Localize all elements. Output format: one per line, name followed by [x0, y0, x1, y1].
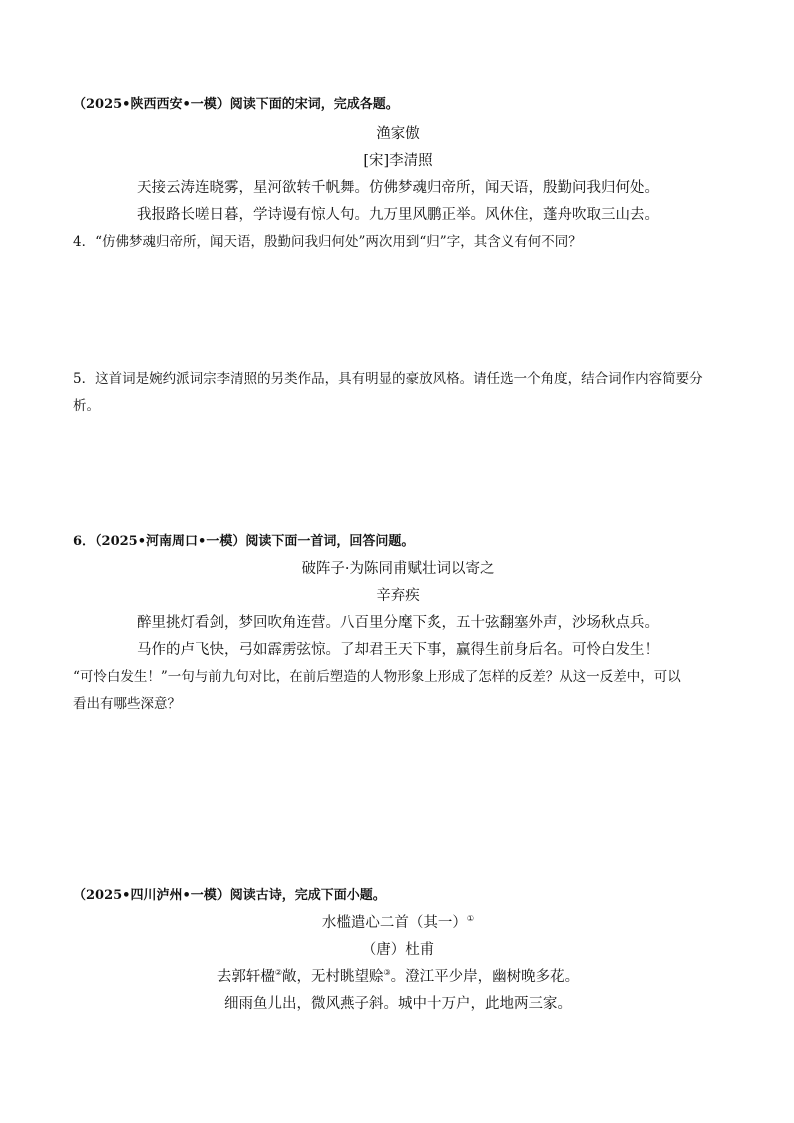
section-heading: （2025•陕西西安•一模）阅读下面的宋词，完成各题。: [73, 97, 399, 112]
question-6-continued: 看出有哪些深意？: [73, 696, 181, 712]
question-4: 4．“仿佛梦魂归帝所，闻天语，殷勤问我归何处”两次用到“归”字，其含义有何不同？: [73, 234, 582, 250]
poem-title: 破阵子·为陈同甫赋壮词以寄之: [301, 561, 495, 577]
poem-line: 细雨鱼儿出，微风燕子斜。城中十万户，此地两三家。: [224, 996, 572, 1012]
footnote-marker: ②: [274, 968, 282, 978]
poem-title-text: 水槛遣心二首（其一）: [321, 915, 467, 931]
poem-text: 。澄江平少岸，幽树晚多花。: [390, 969, 580, 985]
footnote-marker: ③: [383, 968, 391, 978]
poem-title: [73, 913, 723, 933]
poem-line: [73, 967, 723, 987]
poem-author: [宋]李清照: [363, 153, 433, 169]
poem-title: 渔家傲: [376, 126, 420, 142]
poem-line: 天接云涛连晓雾，星河欲转千帆舞。仿佛梦魂归帝所，闻天语，殷勤问我归何处。: [137, 180, 659, 196]
poem-text: 敞，无村眺望赊: [282, 969, 384, 985]
section-heading: 6．（2025•河南周口•一模）阅读下面一首词，回答问题。: [73, 534, 415, 549]
poem-author: （唐）杜甫: [361, 942, 435, 958]
question-5-continued: 析。: [73, 398, 100, 414]
question-6: “可怜白发生！”一句与前九句对比，在前后塑造的人物形象上形成了怎样的反差？从这一反差中，可以: [73, 669, 681, 685]
poem-line: 我报路长嗟日暮，学诗谩有惊人句。九万里风鹏正举。风休住，蓬舟吹取三山去。: [137, 207, 659, 223]
poem-text: 去郭轩楹: [216, 969, 275, 985]
poem-line: 马作的卢飞快，弓如霹雳弦惊。了却君王天下事，赢得生前身后名。可怜白发生！: [137, 642, 659, 658]
poem-line: 醉里挑灯看剑，梦回吹角连营。八百里分麾下炙，五十弦翻塞外声，沙场秋点兵。: [137, 615, 659, 631]
footnote-marker: ①: [466, 914, 475, 924]
section-heading: （2025•四川泸州•一模）阅读古诗，完成下面小题。: [73, 888, 386, 903]
poem-author: 辛弃疾: [376, 588, 420, 604]
question-5: 5．这首词是婉约派词宗李清照的另类作品，具有明显的豪放风格。请任选一个角度，结合词作内容简要分: [73, 371, 703, 387]
